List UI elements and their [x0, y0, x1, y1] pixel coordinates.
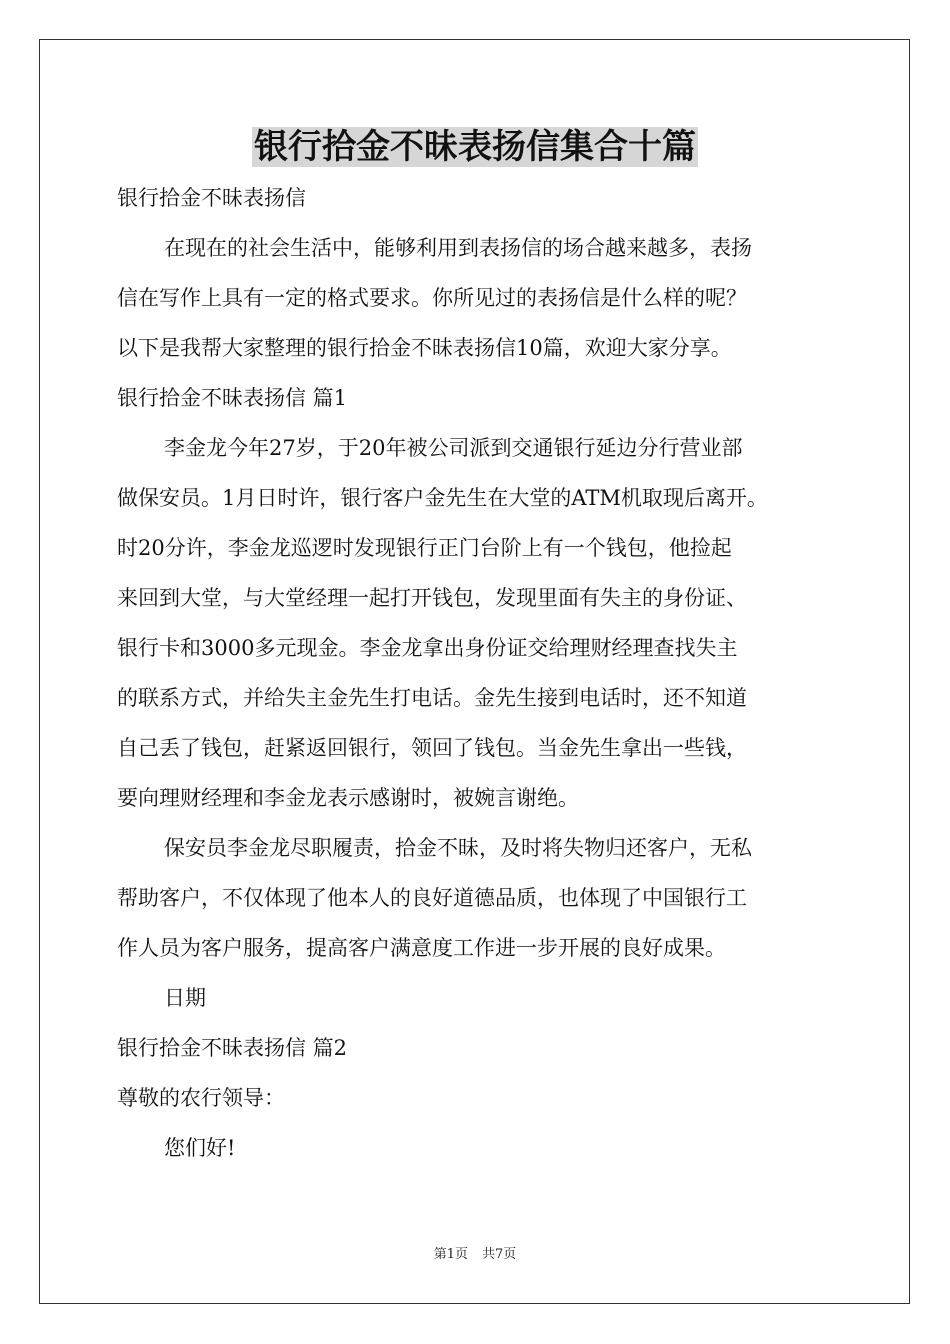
body-line: 银行卡和3000多元现金。李金龙拿出身份证交给理财经理查找失主 — [117, 636, 738, 660]
document-body — [117, 173, 857, 1173]
body-line: 帮助客户，不仅体现了他本人的良好道德品质，也体现了中国银行工 — [117, 886, 747, 910]
body-line: 信在写作上具有一定的格式要求。你所见过的表扬信是什么样的呢？ — [117, 286, 747, 310]
page-footer — [0, 1246, 950, 1264]
body-line: 来回到大堂，与大堂经理一起打开钱包，发现里面有失主的身份证、 — [117, 586, 747, 610]
body-line: 时20分许，李金龙巡逻时发现银行正门台阶上有一个钱包，他捡起 — [117, 536, 732, 560]
body-line: 保安员李金龙尽职履责，拾金不昧，及时将失物归还客户，无私 — [164, 836, 752, 860]
body-line: 作人员为客户服务，提高客户满意度工作进一步开展的良好成果。 — [117, 936, 726, 960]
body-line: 要向理财经理和李金龙表示感谢时，被婉言谢绝。 — [117, 786, 579, 810]
document-title-text: 银行拾金不昧表扬信集合十篇 — [254, 127, 696, 167]
body-line: 做保安员。1月日时许，银行客户金先生在大堂的ATM机取现后离开。 — [117, 486, 768, 510]
section-heading: 银行拾金不昧表扬信 篇2 — [117, 1036, 348, 1060]
section-heading: 银行拾金不昧表扬信 篇1 — [117, 386, 348, 410]
page-total: 共7页 — [482, 1247, 517, 1262]
body-line: 银行拾金不昧表扬信 — [117, 186, 306, 210]
body-line: 的联系方式，并给失主金先生打电话。金先生接到电话时，还不知道 — [117, 686, 747, 710]
greeting: 您们好! — [164, 1136, 236, 1160]
date-line: 日期 — [164, 986, 206, 1010]
page-number: 第1页 — [433, 1247, 468, 1262]
salutation: 尊敬的农行领导： — [117, 1086, 285, 1110]
body-line: 自己丢了钱包，赶紧返回银行，领回了钱包。当金先生拿出一些钱， — [117, 736, 747, 760]
body-line: 李金龙今年27岁，于20年被公司派到交通银行延边分行营业部 — [164, 436, 743, 460]
document-title — [0, 125, 950, 169]
body-line: 以下是我帮大家整理的银行拾金不昧表扬信10篇，欢迎大家分享。 — [117, 336, 732, 360]
body-line: 在现在的社会生活中，能够利用到表扬信的场合越来越多，表扬 — [164, 236, 752, 260]
